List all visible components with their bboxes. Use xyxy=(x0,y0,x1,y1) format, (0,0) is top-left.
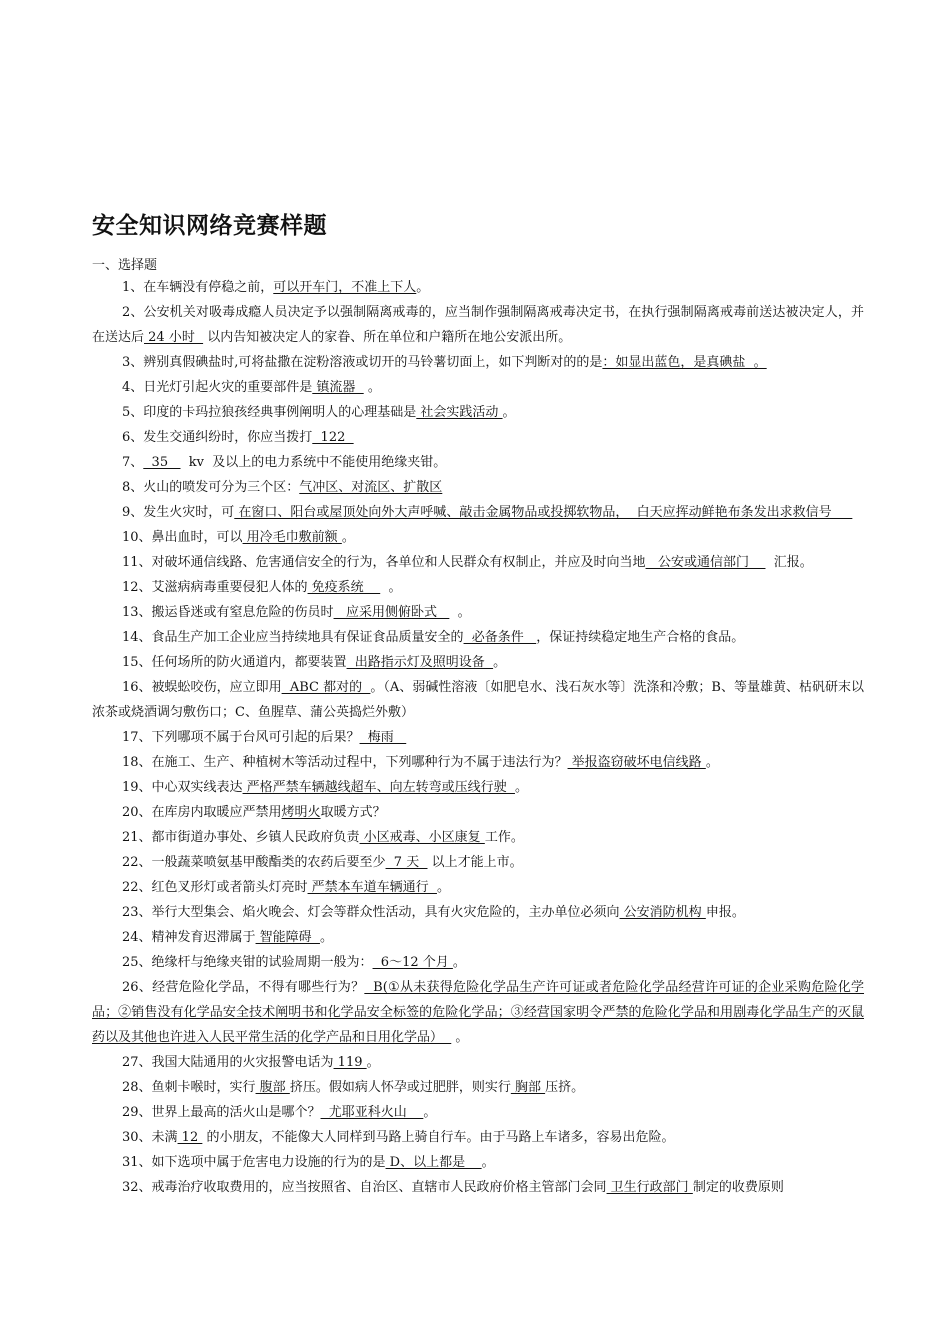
question-item xyxy=(92,1175,864,1200)
question-text: 。 xyxy=(502,405,516,420)
question-item xyxy=(92,425,864,450)
answer-text: 免疫系统 xyxy=(307,580,381,595)
answer-text: 烤明火 xyxy=(281,805,321,820)
answer-text: 可以开车门，不准上下人 xyxy=(273,280,417,295)
question-text: 11、对破坏通信线路、危害通信安全的行为，各单位和人民群众有权制止，并应及时向当地 xyxy=(122,555,646,570)
answer-text: B(①从未获得危险化学品生产许可证或者危险化学品经营许可证的企业采购危险化学品；②销售没有化学品安全技术阐明书和化学品安全标签的危险化学品；③经营国家明令严禁的危险化学品和用剧毒化学品生产的灭鼠药以及其他也许进入人民平常生活的化学产品和日用化学品） xyxy=(92,980,865,1045)
question-item xyxy=(92,400,864,425)
question-item xyxy=(92,975,864,1050)
question-item xyxy=(92,850,864,875)
question-text: kv 及以上的电力系统中不能使用绝缘夹钳。 xyxy=(180,455,447,470)
answer-text: 35 xyxy=(143,455,181,470)
question-text: 32、戒毒治疗收取费用的，应当按照省、自治区、直辖市人民政府价格主管部门会同 xyxy=(122,1180,607,1195)
question-text: 以上才能上市。 xyxy=(427,855,523,870)
question-text: 。 xyxy=(416,280,430,295)
question-item xyxy=(92,375,864,400)
question-item xyxy=(92,475,864,500)
question-text: 3、辨别真假碘盐时,可将盐撒在淀粉溶液或切开的马铃薯切面上，如下判断对的的是 xyxy=(122,355,603,370)
question-text: 2、公安机关对吸毒成瘾人员决定予以强制隔离戒毒的，应当制作强制隔离戒毒决定书，在执行强制隔离戒毒前送达被决定人，并在送达后 xyxy=(92,305,864,345)
question-text: 。 xyxy=(481,1155,495,1170)
question-text: 14、食品生产加工企业应当持续地具有保证食品质量安全的 xyxy=(122,630,464,645)
question-text: 6、发生交通纠纷时，你应当拨打 xyxy=(122,430,313,445)
question-text: 19、中心双实线表达 xyxy=(122,780,243,795)
question-text: 9、发生火灾时，可 xyxy=(122,505,235,520)
question-item xyxy=(92,775,864,800)
question-item xyxy=(92,1100,864,1125)
answer-text: 在窗口、阳台或屋顶处向外大声呼喊、敲击金属物品或投掷软物品， 白天应挥动鲜艳布条发出求救信号 xyxy=(234,505,853,520)
question-text: 26、经营危险化学品，不得有哪些行为？ xyxy=(122,980,365,995)
question-text: 31、如下选项中属于危害电力设施的行为的是 xyxy=(122,1155,386,1170)
question-text: 4、日光灯引起火灾的重要部件是 xyxy=(122,380,313,395)
answer-text: 用冷毛巾敷前额 xyxy=(242,530,342,545)
answer-text: 胸部 xyxy=(510,1080,546,1095)
question-text: 。 xyxy=(341,530,355,545)
answer-text: 122 xyxy=(312,430,354,445)
question-text: 17、下列哪项不属于台风可引起的后果？ xyxy=(122,730,360,745)
question-text: 22、红色叉形灯或者箭头灯亮时 xyxy=(122,880,308,895)
question-text: 。（A、弱碱性溶液〔如肥皂水、浅石灰水等〕洗涤和冷敷；B、等量雄黄、枯矾研末以浓茶或烧酒调匀敷伤口；C、鱼腥草、蒲公英捣烂外敷） xyxy=(92,680,864,720)
question-text: 。 xyxy=(705,755,719,770)
question-text: 24、精神发育迟滞属于 xyxy=(122,930,256,945)
question-item xyxy=(92,1075,864,1100)
question-item xyxy=(92,500,864,525)
question-text: 18、在施工、生产、种植树木等活动过程中，下列哪种行为不属于违法行为？ xyxy=(122,755,568,770)
question-text: 。 xyxy=(449,605,471,620)
answer-text: 举报盗窃破坏电信线路 xyxy=(567,755,706,770)
question-item xyxy=(92,1125,864,1150)
question-text: 。 xyxy=(423,1105,437,1120)
question-item xyxy=(92,675,864,725)
answer-text: 严格严禁车辆越线超车、向左转弯或压线行驶 xyxy=(242,780,515,795)
answer-text: ：如显出蓝色，是真碘盐 。 xyxy=(602,355,767,370)
answer-text: 智能障碍 xyxy=(255,930,320,945)
question-text: 取暖方式？ xyxy=(320,805,386,820)
question-item xyxy=(92,1050,864,1075)
question-text: 。 xyxy=(366,1055,380,1070)
question-item xyxy=(92,575,864,600)
answer-text: 必备条件 xyxy=(463,630,537,645)
question-item xyxy=(92,950,864,975)
answer-text: 12 xyxy=(177,1130,203,1145)
question-text: 5、印度的卡玛拉狼孩经典事例阐明人的心理基础是 xyxy=(122,405,417,420)
answer-text: 梅雨 xyxy=(359,730,407,745)
question-text: 15、任何场所的防火通道内，都要装置 xyxy=(122,655,347,670)
question-item xyxy=(92,275,864,300)
question-text: 8、火山的喷发可分为三个区： xyxy=(122,480,300,495)
question-text: 。 xyxy=(363,380,381,395)
question-text: 28、鱼刺卡喉时，实行 xyxy=(122,1080,256,1095)
question-text: 27、我国大陆通用的火灾报警电话为 xyxy=(122,1055,334,1070)
question-text: 22、一般蔬菜喷氨基甲酸酯类的农药后要至少 xyxy=(122,855,386,870)
question-text: 。 xyxy=(493,655,507,670)
answer-text: 镇流器 xyxy=(312,380,364,395)
answer-text: 小区戒毒、小区康复 xyxy=(359,830,485,845)
answer-text: 6～12 个月 xyxy=(372,955,453,970)
question-item xyxy=(92,625,864,650)
question-text: 压挤。 xyxy=(545,1080,585,1095)
question-item xyxy=(92,300,864,350)
question-item xyxy=(92,825,864,850)
question-item xyxy=(92,875,864,900)
question-item xyxy=(92,600,864,625)
question-text: 。 xyxy=(436,880,450,895)
answer-text: ABC 都对的 xyxy=(281,680,371,695)
question-text: 工作。 xyxy=(484,830,524,845)
answer-text: 公安或通信部门 xyxy=(645,555,766,570)
question-list xyxy=(92,275,864,1200)
question-text: 25、绝缘杆与绝缘夹钳的试验周期一般为： xyxy=(122,955,373,970)
answer-text: 119 xyxy=(333,1055,367,1070)
answer-text: D、以上都是 xyxy=(385,1155,482,1170)
document-title: 安全知识网络竞赛样题 xyxy=(92,213,327,239)
section-heading: 一、选择题 xyxy=(92,258,158,273)
question-item xyxy=(92,900,864,925)
question-text: 以内告知被决定人的家眷、所在单位和户籍所在地公安派出所。 xyxy=(203,330,572,345)
question-item xyxy=(92,725,864,750)
question-text: 13、搬运昏迷或有窒息危险的伤员时 xyxy=(122,605,334,620)
question-text: 。 xyxy=(452,955,466,970)
question-text: 1、在车辆没有停稳之前， xyxy=(122,280,274,295)
question-text: 30、未满 xyxy=(122,1130,178,1145)
answer-text: 7 天 xyxy=(385,855,428,870)
question-text: 20、在库房内取暖应严禁用 xyxy=(122,805,282,820)
answer-text: 出路指示灯及照明设备 xyxy=(346,655,494,670)
question-text: 挤压。假如病人怀孕或过肥胖，则实行 xyxy=(289,1080,511,1095)
question-text: 23、举行大型集会、焰火晚会、灯会等群众性活动，具有火灾危险的，主办单位必须向 xyxy=(122,905,620,920)
answer-text: 卫生行政部门 xyxy=(606,1180,693,1195)
answer-text: 腹部 xyxy=(255,1080,290,1095)
answer-text: 公安消防机构 xyxy=(619,905,706,920)
question-item xyxy=(92,550,864,575)
answer-text: 应采用侧俯卧式 xyxy=(333,605,450,620)
question-text: 。 xyxy=(380,580,402,595)
answer-text: 严禁本车道车辆通行 xyxy=(307,880,437,895)
answer-text: 社会实践活动 xyxy=(416,405,503,420)
question-text: 16、被蜈蚣咬伤，应立即用 xyxy=(122,680,282,695)
question-text: 10、鼻出血时，可以 xyxy=(122,530,243,545)
question-item xyxy=(92,525,864,550)
question-item xyxy=(92,800,864,825)
question-item xyxy=(92,450,864,475)
question-text: 汇报。 xyxy=(765,555,813,570)
question-item xyxy=(92,650,864,675)
question-text: 申报。 xyxy=(705,905,745,920)
question-text: 。 xyxy=(514,780,528,795)
answer-text: 气冲区、对流区、扩散区 xyxy=(299,480,443,495)
question-text: 12、艾滋病病毒重要侵犯人体的 xyxy=(122,580,308,595)
question-text: 。 xyxy=(451,1030,469,1045)
answer-text: 24 小时 xyxy=(144,330,204,345)
question-text: ，保证持续稳定地生产合格的食品。 xyxy=(536,630,745,645)
question-text: 7、 xyxy=(122,455,144,470)
question-text: 29、世界上最高的活火山是哪个？ xyxy=(122,1105,321,1120)
question-text: 制定的收费原则 xyxy=(692,1180,784,1195)
question-item xyxy=(92,1150,864,1175)
question-text: 的小朋友，不能像大人同样到马路上骑自行车。由于马路上车诸多，容易出危险。 xyxy=(202,1130,675,1145)
question-item xyxy=(92,350,864,375)
question-text: 21、都市街道办事处、乡镇人民政府负责 xyxy=(122,830,360,845)
answer-text: 尤耶亚科火山 xyxy=(320,1105,424,1120)
question-text: 。 xyxy=(319,930,333,945)
question-item xyxy=(92,750,864,775)
question-item xyxy=(92,925,864,950)
